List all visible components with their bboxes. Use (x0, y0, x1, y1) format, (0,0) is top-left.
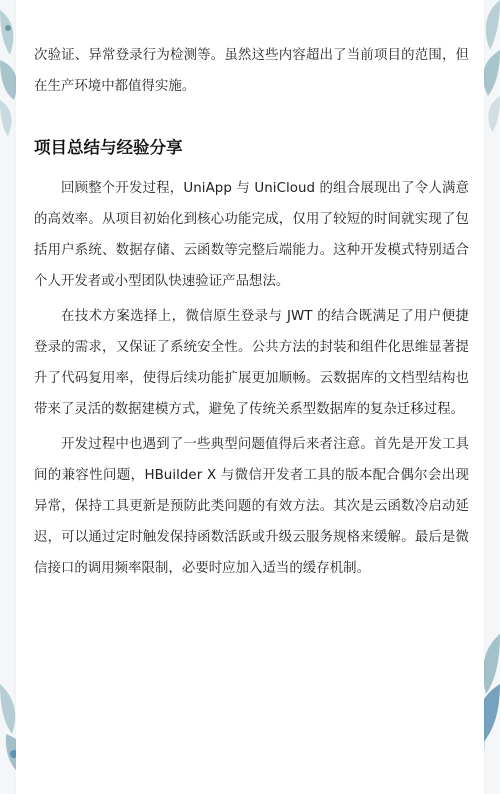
document-page (16, 0, 484, 794)
paragraph-3: 开发过程中也遇到了一些典型问题值得后来者注意。首先是开发工具间的兼容性问题，HBuilder X 与微信开发者工具的版本配合偶尔会出现异常，保持工具更新是预防此类问题的有效方法。其次是云函数冷启动延迟，可以通过定时触发保持函数活跃或升级云服务规格来缓解。最后是微信接口的调用频率限制，必要时应加入适当的缓存机制。 (34, 437, 469, 576)
intro-paragraph: 次验证、异常登录行为检测等。虽然这些内容超出了当前项目的范围，但在生产环境中都值得实施。 (34, 48, 469, 94)
paragraph-1: 回顾整个开发过程，UniApp 与 UniCloud 的组合展现出了令人满意的高效率。从项目初始化到核心功能完成，仅用了较短的时间就实现了包括用户系统、数据存储、云函数等完整后端能力。这种开发模式特别适合个人开发者或小型团队快速验证产品想法。 (34, 181, 469, 289)
paragraph-2: 在技术方案选择上，微信原生登录与 JWT 的结合既满足了用户便捷登录的需求，又保证了系统安全性。公共方法的封装和组件化思维显著提升了代码复用率，使得后续功能扩展更加顺畅。云数据库的文档型结构也带来了灵活的数据建模方式，避免了传统关系型数据库的复杂迁移过程。 (34, 309, 469, 417)
document-content (34, 40, 469, 584)
section-heading: 项目总结与经验分享 (34, 138, 183, 157)
